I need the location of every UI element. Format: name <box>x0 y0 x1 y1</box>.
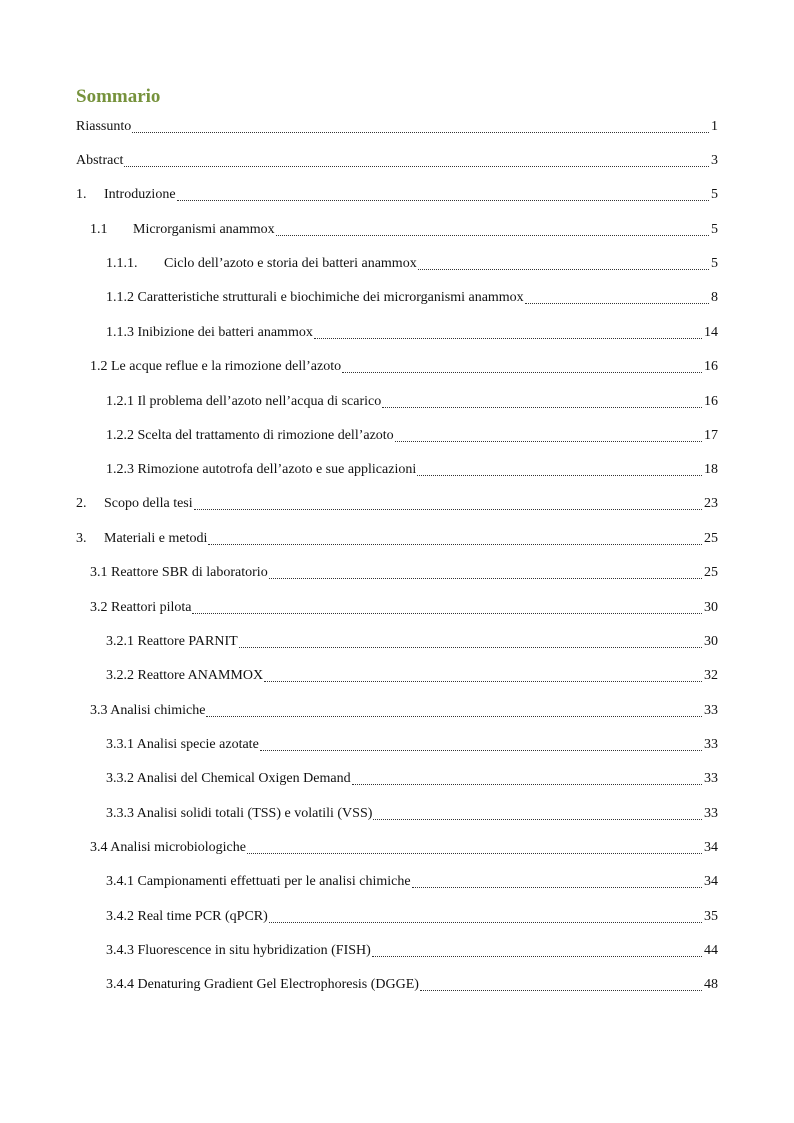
toc-entry-label: Abstract <box>76 153 124 168</box>
toc-entry-riassunto[interactable] <box>76 116 718 136</box>
toc-entry-specie-azotate[interactable] <box>106 734 718 754</box>
toc-entry-label: 3.4.3 Fluorescence in situ hybridization (FISH) <box>106 943 371 958</box>
toc-page-number: 35 <box>704 909 718 924</box>
toc-entry-label: 3.4.2 Real time PCR (qPCR) <box>106 909 268 924</box>
toc-title: Sommario <box>76 86 161 107</box>
toc-entry-label: 3.4 Analisi microbiologiche <box>90 840 246 855</box>
toc-entry-label: Ciclo dell’azoto e storia dei batteri anammox <box>164 256 417 271</box>
toc-entry-label: 3.3 Analisi chimiche <box>90 703 206 718</box>
toc-leader-dots <box>269 575 702 579</box>
toc-page-number: 3 <box>711 153 718 168</box>
toc-page-number: 33 <box>704 806 718 821</box>
toc-leader-dots <box>352 781 702 785</box>
toc-entry-number: 1. <box>76 187 87 202</box>
toc-page-number: 14 <box>704 325 718 340</box>
toc-entry-number: 3. <box>76 531 87 546</box>
toc-leader-dots <box>372 953 702 957</box>
toc-page-number: 30 <box>704 634 718 649</box>
toc-page-number: 18 <box>704 462 718 477</box>
toc-entry-label: 3.2 Reattori pilota <box>90 600 192 615</box>
toc-leader-dots <box>395 438 702 442</box>
toc-page-number: 32 <box>704 668 718 683</box>
toc-page-number: 34 <box>704 874 718 889</box>
toc-leader-dots <box>124 163 709 167</box>
toc-leader-dots <box>420 987 702 991</box>
toc-entry-introduzione[interactable] <box>76 184 718 204</box>
toc-entry-number: 1.1.1. <box>106 256 138 271</box>
toc-leader-dots <box>417 472 702 476</box>
toc-entry-label: 3.3.1 Analisi specie azotate <box>106 737 259 752</box>
toc-leader-dots <box>192 610 702 614</box>
toc-page-number: 33 <box>704 737 718 752</box>
toc-entry-label: 3.1 Reattore SBR di laboratorio <box>90 565 268 580</box>
toc-entry-label: 3.3.2 Analisi del Chemical Oxigen Demand <box>106 771 351 786</box>
toc-entry-caratteristiche[interactable] <box>106 287 718 307</box>
toc-entry-number: 1.1 <box>90 222 108 237</box>
toc-page-number: 8 <box>711 290 718 305</box>
toc-entry-microrganismi-anammox[interactable] <box>90 219 718 239</box>
toc-entry-label: Riassunto <box>76 119 132 134</box>
toc-entry-label: 1.2 Le acque reflue e la rimozione dell’azoto <box>90 359 342 374</box>
toc-leader-dots <box>382 404 702 408</box>
toc-page-number: 16 <box>704 394 718 409</box>
toc-leader-dots <box>373 816 702 820</box>
toc-entry-inibizione[interactable] <box>106 322 718 342</box>
toc-leader-dots <box>276 232 709 236</box>
toc-leader-dots <box>269 919 702 923</box>
toc-entry-label: 3.2.1 Reattore PARNIT <box>106 634 238 649</box>
toc-entry-label: Microrganismi anammox <box>133 222 275 237</box>
toc-leader-dots <box>247 850 702 854</box>
toc-entry-acque-reflue[interactable] <box>90 356 718 376</box>
toc-entry-label: 3.4.4 Denaturing Gradient Gel Electrophoresis (DGGE) <box>106 977 419 992</box>
toc-entry-scelta-trattamento[interactable] <box>106 425 718 445</box>
toc-page-number: 5 <box>711 187 718 202</box>
toc-leader-dots <box>260 747 702 751</box>
toc-leader-dots <box>525 300 709 304</box>
toc-leader-dots <box>194 506 702 510</box>
toc-leader-dots <box>206 713 702 717</box>
toc-leader-dots <box>208 541 702 545</box>
toc-page-number: 17 <box>704 428 718 443</box>
toc-entry-label: 3.2.2 Reattore ANAMMOX <box>106 668 264 683</box>
toc-page-number: 5 <box>711 222 718 237</box>
toc-leader-dots <box>239 644 702 648</box>
toc-page-number: 44 <box>704 943 718 958</box>
toc-entry-dgge[interactable] <box>106 974 718 994</box>
toc-page-number: 25 <box>704 531 718 546</box>
toc-entry-reattore-sbr[interactable] <box>90 562 718 582</box>
toc-entry-analisi-chimiche[interactable] <box>90 700 718 720</box>
toc-page-number: 16 <box>704 359 718 374</box>
toc-leader-dots <box>342 369 702 373</box>
toc-leader-dots <box>412 884 702 888</box>
toc-page-number: 23 <box>704 496 718 511</box>
toc-entry-reattore-anammox[interactable] <box>106 665 718 685</box>
toc-entry-chemical-oxigen-demand[interactable] <box>106 768 718 788</box>
toc-page-number: 48 <box>704 977 718 992</box>
toc-leader-dots <box>132 129 709 133</box>
toc-entry-label: 3.4.1 Campionamenti effettuati per le analisi chimiche <box>106 874 411 889</box>
toc-entry-number: 2. <box>76 496 87 511</box>
toc-page-number: 1 <box>711 119 718 134</box>
toc-entry-label: Scopo della tesi <box>104 496 193 511</box>
toc-entry-real-time-pcr[interactable] <box>106 906 718 926</box>
toc-entry-fish[interactable] <box>106 940 718 960</box>
toc-entry-label: 3.3.3 Analisi solidi totali (TSS) e volatili (VSS) <box>106 806 373 821</box>
toc-entry-campionamenti[interactable] <box>106 871 718 891</box>
toc-leader-dots <box>418 266 709 270</box>
toc-entry-label: 1.1.2 Caratteristiche strutturali e biochimiche dei microrganismi anammox <box>106 290 524 305</box>
toc-entry-label: 1.2.1 Il problema dell’azoto nell’acqua di scarico <box>106 394 382 409</box>
toc-entry-problema-azoto[interactable] <box>106 391 718 411</box>
toc-page-number: 30 <box>704 600 718 615</box>
toc-leader-dots <box>177 197 709 201</box>
toc-entry-label: Materiali e metodi <box>104 531 208 546</box>
toc-entry-label: 1.2.3 Rimozione autotrofa dell’azoto e sue applicazioni <box>106 462 417 477</box>
toc-entry-materiali-metodi[interactable] <box>76 528 718 548</box>
toc-leader-dots <box>264 678 702 682</box>
toc-page-number: 33 <box>704 703 718 718</box>
toc-entry-rimozione-autotrofa[interactable] <box>106 459 718 479</box>
toc-page-number: 33 <box>704 771 718 786</box>
toc-entry-abstract[interactable] <box>76 150 718 170</box>
toc-entry-analisi-microbiologiche[interactable] <box>90 837 718 857</box>
toc-entry-reattore-parnit[interactable] <box>106 631 718 651</box>
toc-entry-label: 1.1.3 Inibizione dei batteri anammox <box>106 325 313 340</box>
toc-entry-reattori-pilota[interactable] <box>90 597 718 617</box>
toc-page-number: 34 <box>704 840 718 855</box>
toc-entry-label: Introduzione <box>104 187 176 202</box>
toc-entry-scopo-tesi[interactable] <box>76 493 718 513</box>
toc-entry-ciclo-azoto[interactable] <box>106 253 718 273</box>
toc-leader-dots <box>314 335 702 339</box>
toc-entry-label: 1.2.2 Scelta del trattamento di rimozione dell’azoto <box>106 428 394 443</box>
toc-page-number: 5 <box>711 256 718 271</box>
toc-entry-solidi-totali[interactable] <box>106 803 718 823</box>
toc-page-number: 25 <box>704 565 718 580</box>
